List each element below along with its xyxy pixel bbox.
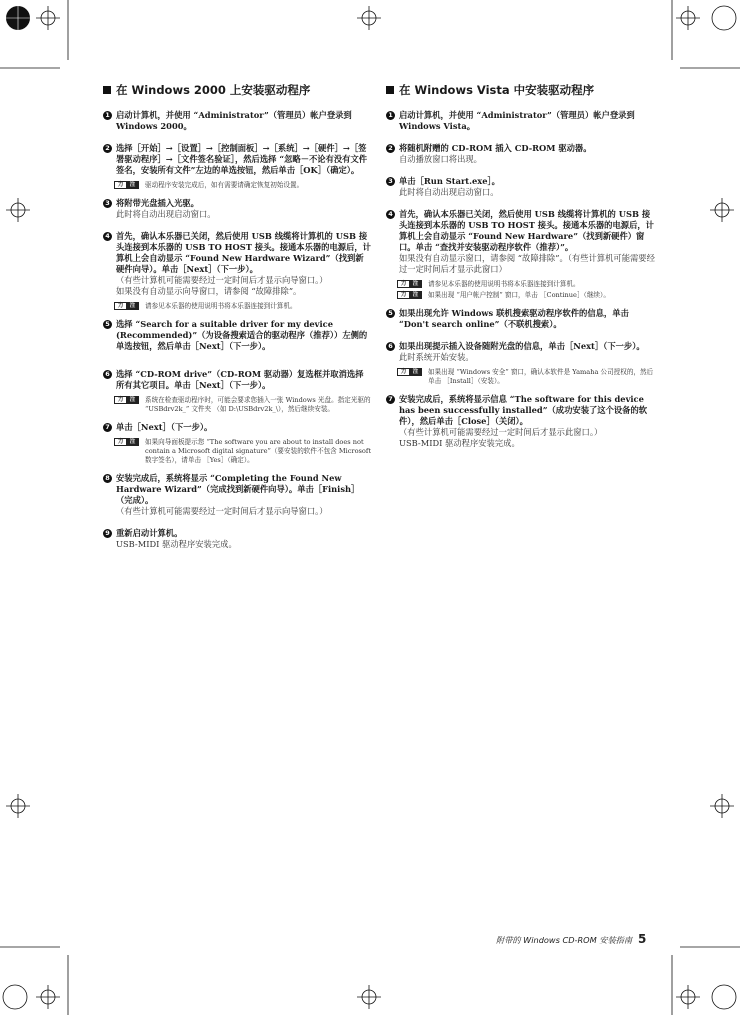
step-subtext: 此时将自动出现启动窗口。 xyxy=(116,209,216,219)
step-4 xyxy=(103,231,371,297)
step-subtext: （有些计算机可能需要经过一定时间后才显示向导窗口。） 如果没有自动显示向导窗口，请参阅 “故障排除”。 xyxy=(116,275,328,296)
step-number: 3 xyxy=(386,177,395,186)
step-8 xyxy=(103,473,371,517)
step-text: 首先，确认本乐器已关闭，然后使用 USB 线缆将计算机的 USB 接头连接到本乐器的 USB TO HOST 接头。接通本乐器的电源后，计算机上会自动显示 “Found New Hardware”（找到新硬件）窗口。单击 “查找并安装驱动程序软件（推荐）”。 xyxy=(399,209,654,252)
step-subtext: 如果没有自动显示窗口，请参阅 “故障排除”。（有些计算机可能需要经过一定时间后才显示此窗口） xyxy=(399,253,655,274)
step-6 xyxy=(103,369,371,391)
step-number: 7 xyxy=(103,423,112,432)
section-title-windows-vista: 在 Windows Vista 中安装驱动程序 xyxy=(386,82,656,98)
step-subtext: （有些计算机可能需要经过一定时间后才显示此窗口。） USB-MIDI 驱动程序安装完成。 xyxy=(399,427,603,448)
square-bullet-icon xyxy=(103,86,111,94)
step-subtext: （有些计算机可能需要经过一定时间后才显示向导窗口。） xyxy=(116,506,328,516)
step-number: 1 xyxy=(386,111,395,120)
step-5 xyxy=(386,308,656,330)
note-text: 如果向导面板提示您 “The software you are about to install does not contain a Microsoft digital signature”（要安装的软件不包含 Microsoft 数字签名），请单击 ［Yes］（确定）。 xyxy=(145,438,371,464)
step-text: 重新启动计算机。 xyxy=(116,528,183,538)
step-number: 9 xyxy=(103,529,112,538)
step-text: 将随机附赠的 CD-ROM 插入 CD-ROM 驱动器。 xyxy=(399,143,592,153)
step-2 xyxy=(103,143,371,176)
step-number: 5 xyxy=(386,309,395,318)
note-icon: 力 注 xyxy=(397,280,422,288)
step-number: 4 xyxy=(386,210,395,219)
footer-title: 附带的 Windows CD-ROM 安装指南 xyxy=(496,935,633,945)
step-text: 选择 “Search for a suitable driver for my device (Recommended)”（为设备搜索适合的驱动程序（推荐））左侧的单选按钮，然后单击［Next］（下一步）。 xyxy=(116,319,368,351)
page-footer xyxy=(496,932,646,946)
note-icon: 力 注 xyxy=(114,181,139,189)
step-3 xyxy=(386,176,656,198)
step-number: 3 xyxy=(103,199,112,208)
note xyxy=(114,181,371,190)
step-text: 选择 “CD-ROM drive”（CD-ROM 驱动器）复选框并取消选择所有其它项目。单击［Next］（下一步）。 xyxy=(116,369,364,390)
step-text: 如果出现提示插入设备随附光盘的信息，单击［Next］（下一步）。 xyxy=(399,341,645,351)
step-1 xyxy=(103,110,371,132)
note xyxy=(397,291,656,300)
step-number: 6 xyxy=(386,342,395,351)
note xyxy=(114,396,371,414)
step-7 xyxy=(386,394,656,449)
step-number: 7 xyxy=(386,395,395,404)
step-number: 2 xyxy=(386,144,395,153)
step-text: 安装完成后，系统将显示信息 “The software for this device has been successfully installed”（成功安装了这个设备的软件），然后单击［Close］（关闭）。 xyxy=(399,394,648,426)
note-icon: 力 注 xyxy=(114,396,139,404)
step-text: 将附带光盘插入光驱。 xyxy=(116,198,199,208)
step-text: 单击［Next］（下一步）。 xyxy=(116,422,213,432)
page-number: 5 xyxy=(638,932,647,946)
note xyxy=(114,302,371,311)
step-subtext: 此时系统开始安装。 xyxy=(399,352,474,362)
step-text: 启动计算机，并使用 “Administrator”（管理员）帐户登录到 Windows Vista。 xyxy=(399,110,635,131)
step-1 xyxy=(386,110,656,132)
step-number: 1 xyxy=(103,111,112,120)
step-4 xyxy=(386,209,656,275)
step-7 xyxy=(103,422,371,433)
step-number: 5 xyxy=(103,320,112,329)
step-6 xyxy=(386,341,656,363)
note-icon: 力 注 xyxy=(114,302,139,310)
step-number: 2 xyxy=(103,144,112,153)
step-number: 4 xyxy=(103,232,112,241)
step-text: 如果出现允许 Windows 联机搜索驱动程序软件的信息，单击 “Don't search online”（不联机搜索）。 xyxy=(399,308,629,329)
step-subtext: 自动播放窗口将出现。 xyxy=(399,154,482,164)
note-text: 请参见本乐器的使用说明书将本乐器连接到计算机。 xyxy=(428,280,580,288)
note-text: 如果出现 “Windows 安全” 窗口，确认本软件是 Yamaha 公司授权的，然后单击 ［Install］（安装）。 xyxy=(428,368,654,385)
section-title-windows-2000: 在 Windows 2000 上安装驱动程序 xyxy=(103,82,371,98)
note-text: 请参见本乐器的使用说明书将本乐器连接到计算机。 xyxy=(145,302,297,310)
note-icon: 力 注 xyxy=(397,368,422,376)
note xyxy=(114,438,371,465)
step-5 xyxy=(103,319,371,352)
note-icon: 力 注 xyxy=(114,438,139,446)
step-number: 8 xyxy=(103,474,112,483)
note xyxy=(397,280,656,289)
step-subtext: USB-MIDI 驱动程序安装完成。 xyxy=(116,539,237,549)
step-text: 首先，确认本乐器已关闭，然后使用 USB 线缆将计算机的 USB 接头连接到本乐器的 USB TO HOST 接头。接通本乐器的电源后，计算机上会自动显示 “Found New Hardware Wizard”（找到新硬件向导）。单击［Next］（下一步）。 xyxy=(116,231,371,274)
note xyxy=(397,368,656,386)
step-text: 启动计算机，并使用 “Administrator”（管理员）帐户登录到 Windows 2000。 xyxy=(116,110,352,131)
square-bullet-icon xyxy=(386,86,394,94)
step-text: 单击［Run Start.exe］。 xyxy=(399,176,500,186)
windows-2000-section xyxy=(103,82,371,555)
step-text: 选择［开始］→［设置］→［控制面板］→［系统］→［硬件］→［签署驱动程序］→［文件签名验证］，然后选择 “忽略－不论有没有文件签名，安装所有文件”左边的单选按钮，然后单击［OK］（确定）。 xyxy=(116,143,368,175)
note-icon: 力 注 xyxy=(397,291,422,299)
step-number: 6 xyxy=(103,370,112,379)
step-text: 安装完成后，系统将显示 “Completing the Found New Hardware Wizard”（完成找到新硬件向导）。单击［Finish］（完成）。 xyxy=(116,473,360,505)
windows-vista-section xyxy=(386,82,656,454)
step-subtext: 此时将自动出现启动窗口。 xyxy=(399,187,499,197)
note-text: 驱动程序安装完成后，如有需要请确定恢复初始设置。 xyxy=(145,181,304,189)
step-9 xyxy=(103,528,371,550)
note-text: 系统在检查驱动程序时，可能会要求您插入一张 Windows 光盘。指定光驱的 “USBdrv2k_” 文件夹 （如 D:\USBdrv2k_\），然后继续安装。 xyxy=(145,396,371,413)
step-2 xyxy=(386,143,656,165)
step-3 xyxy=(103,198,371,220)
note-text: 如果出现 “用户帐户控制” 窗口，单击 ［Continue］（继续）。 xyxy=(428,291,610,299)
